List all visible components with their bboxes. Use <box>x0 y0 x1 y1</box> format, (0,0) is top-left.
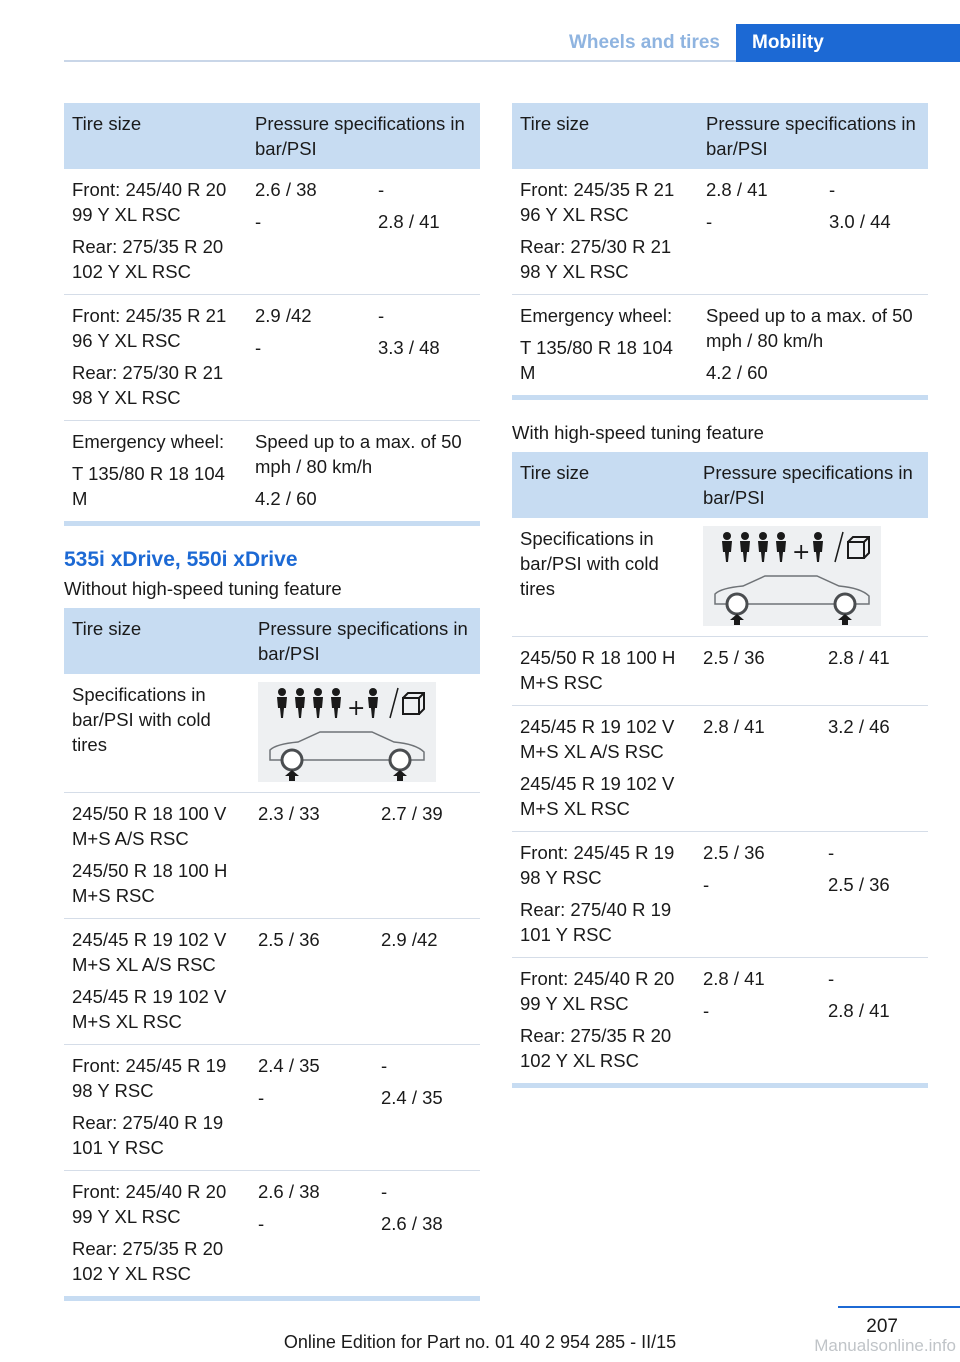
person-icon <box>722 532 732 562</box>
subsection-label: With high-speed tuning feature <box>512 422 764 443</box>
emergency-wheel-label: Emergency wheel: <box>72 431 225 452</box>
tire-size-cell <box>64 1171 250 1297</box>
pressure-value: 2.8 / 41 <box>828 1000 890 1021</box>
person-icon <box>277 688 287 718</box>
tire-size-cell <box>512 169 698 295</box>
pressure-value: - <box>703 874 710 895</box>
column-header-pressure: Pressure specifications in bar/PSI <box>695 452 928 518</box>
table-row <box>512 637 928 706</box>
pressure-cell <box>370 295 480 421</box>
column-header-pressure: Pressure specifications in bar/PSI <box>247 103 480 169</box>
table-row <box>512 169 928 295</box>
pressure-value: - <box>706 211 713 232</box>
pressure-value: 2.9 /42 <box>255 305 312 326</box>
pressure-cell <box>820 706 928 832</box>
pressure-value: 2.5 / 36 <box>258 929 320 950</box>
tire-pressure-table <box>64 103 480 521</box>
pressure-value: 4.2 / 60 <box>255 488 317 509</box>
tire-pressure-table <box>512 103 928 395</box>
pressure-cell <box>250 793 373 919</box>
rear-tire-size: Rear: 275/30 R 21 98 Y XL RSC <box>72 362 224 408</box>
table-header-row <box>512 103 928 169</box>
table-row <box>512 706 928 832</box>
table-row <box>64 1171 480 1297</box>
tire-pressure-table <box>512 452 928 1083</box>
front-tire-size: Front: 245/35 R 21 96 Y XL RSC <box>520 179 675 225</box>
emergency-tire-size: T 135/80 R 18 104 M <box>520 337 673 383</box>
pressure-cell <box>373 919 480 1045</box>
pressure-value: 2.8 / 41 <box>828 647 890 668</box>
svg-text:+: + <box>347 696 366 721</box>
pressure-cell <box>373 1045 480 1171</box>
pressure-cell <box>695 832 820 958</box>
pressure-cell <box>695 958 820 1084</box>
tire-size-cell <box>512 295 698 396</box>
pressure-value: - <box>381 1181 388 1202</box>
page-number: 207 <box>866 1316 898 1337</box>
header-section-label: Wheels and tires <box>569 32 720 53</box>
pressure-value: 2.4 / 35 <box>258 1055 320 1076</box>
tire-size: 245/45 R 19 102 V M+S XL A/S RSC <box>520 716 675 762</box>
tire-size-cell <box>512 832 695 958</box>
pressure-cell <box>373 1171 480 1297</box>
front-tire-size: Front: 245/45 R 19 98 Y RSC <box>72 1055 227 1101</box>
tire-size: 245/45 R 19 102 V M+S XL RSC <box>72 986 227 1032</box>
person-icon <box>313 688 323 718</box>
luggage-icon <box>848 537 869 558</box>
table-row <box>64 793 480 919</box>
pressure-cell <box>698 295 928 396</box>
pressure-cell <box>821 169 928 295</box>
column-header-tire-size: Tire size <box>64 103 247 169</box>
pressure-value: 3.3 / 48 <box>378 337 440 358</box>
pressure-value: 2.8 / 41 <box>703 968 765 989</box>
rear-tire-size: Rear: 275/35 R 20 102 Y XL RSC <box>72 236 224 282</box>
pressure-cell <box>695 706 820 832</box>
footer-rule <box>838 1306 960 1308</box>
table-end-rule <box>512 1083 928 1088</box>
spec-label: Specifications in bar/PSI with cold tires <box>72 684 211 755</box>
pressure-value: - <box>829 179 836 200</box>
table-row <box>512 958 928 1084</box>
tire-size-cell <box>64 1045 250 1171</box>
tire-size-cell <box>64 793 250 919</box>
tire-size: 245/45 R 19 102 V M+S XL RSC <box>520 773 675 819</box>
pressure-cell <box>373 793 480 919</box>
pressure-value: 2.4 / 35 <box>381 1087 443 1108</box>
person-icon <box>295 688 305 718</box>
table-end-rule <box>64 1296 480 1301</box>
pressure-value: 3.0 / 44 <box>829 211 891 232</box>
pressure-value: 2.6 / 38 <box>255 179 317 200</box>
table-row <box>64 674 480 793</box>
spec-label: Specifications in bar/PSI with cold tires <box>520 528 659 599</box>
tire-size: 245/50 R 18 100 H M+S RSC <box>520 647 676 693</box>
table-row <box>64 295 480 421</box>
tire-size-cell <box>512 706 695 832</box>
table-row <box>512 832 928 958</box>
tire-size: 245/50 R 18 100 H M+S RSC <box>72 860 228 906</box>
table-row <box>64 169 480 295</box>
watermark: Manualsonline.info <box>814 1336 956 1355</box>
pressure-value: 2.5 / 36 <box>703 647 765 668</box>
pressure-value: 2.5 / 36 <box>828 874 890 895</box>
tire-size: 245/50 R 18 100 V M+S A/S RSC <box>72 803 227 849</box>
front-tire-size: Front: 245/45 R 19 98 Y RSC <box>520 842 675 888</box>
pressure-value: 2.8 / 41 <box>706 179 768 200</box>
tire-pressure-table <box>64 608 480 1296</box>
pressure-cell <box>698 169 821 295</box>
column-header-tire-size: Tire size <box>512 452 695 518</box>
person-icon <box>758 532 768 562</box>
tire-size-cell <box>512 958 695 1084</box>
pressure-value: - <box>255 337 262 358</box>
pressure-cell <box>250 1171 373 1297</box>
pressure-value: - <box>381 1055 388 1076</box>
table-row <box>512 295 928 396</box>
front-tire-size: Front: 245/40 R 20 99 Y XL RSC <box>520 968 675 1014</box>
front-tire-size: Front: 245/35 R 21 96 Y XL RSC <box>72 305 227 351</box>
section-subtitle: Without high-speed tuning feature <box>64 578 342 599</box>
table-header-row <box>512 452 928 518</box>
pressure-cell <box>370 169 480 295</box>
luggage-icon <box>403 693 424 714</box>
pressure-value: 2.9 /42 <box>381 929 438 950</box>
tire-size-cell <box>64 295 247 421</box>
spec-label-cell <box>512 518 695 637</box>
load-and-vehicle-diagram-icon <box>703 526 881 626</box>
table-end-rule <box>64 521 480 526</box>
pressure-value: - <box>258 1213 265 1234</box>
pressure-value: 2.7 / 39 <box>381 803 443 824</box>
pressure-value: - <box>378 305 385 326</box>
person-icon <box>368 688 378 718</box>
table-end-rule <box>512 395 928 400</box>
load-and-vehicle-diagram-icon <box>258 682 436 782</box>
load-diagram-cell <box>695 518 928 637</box>
right-column <box>512 103 928 1088</box>
pressure-value: 2.5 / 36 <box>703 842 765 863</box>
pressure-value: 2.8 / 41 <box>378 211 440 232</box>
spec-label-cell <box>64 674 250 793</box>
rear-tire-size: Rear: 275/35 R 20 102 Y XL RSC <box>72 1238 224 1284</box>
pressure-cell <box>247 421 480 522</box>
rear-tire-size: Rear: 275/40 R 19 101 Y RSC <box>72 1112 224 1158</box>
pressure-value: 2.8 / 41 <box>703 716 765 737</box>
column-header-pressure: Pressure specifications in bar/PSI <box>250 608 480 674</box>
load-diagram-cell <box>250 674 480 793</box>
tire-size-cell <box>512 637 695 706</box>
left-column <box>64 103 480 1301</box>
tire-size-cell <box>64 421 247 522</box>
person-icon <box>740 532 750 562</box>
emergency-wheel-label: Emergency wheel: <box>520 305 673 326</box>
svg-text:+: + <box>792 540 811 565</box>
table-header-row <box>64 103 480 169</box>
pressure-cell <box>247 295 370 421</box>
pressure-value: - <box>828 842 835 863</box>
front-tire-size: Front: 245/40 R 20 99 Y XL RSC <box>72 179 227 225</box>
pressure-value: 2.3 / 33 <box>258 803 320 824</box>
tire-size-cell <box>64 919 250 1045</box>
pressure-cell <box>820 832 928 958</box>
speed-limit-note: Speed up to a max. of 50 mph / 80 km/h <box>706 305 913 351</box>
pressure-value: - <box>703 1000 710 1021</box>
person-icon <box>776 532 786 562</box>
pressure-value: 4.2 / 60 <box>706 362 768 383</box>
table-row <box>64 421 480 522</box>
pressure-value: 2.6 / 38 <box>381 1213 443 1234</box>
rear-tire-size: Rear: 275/40 R 19 101 Y RSC <box>520 899 672 945</box>
table-row <box>512 518 928 637</box>
header-chapter-tab: Mobility <box>736 24 960 62</box>
column-header-tire-size: Tire size <box>64 608 250 674</box>
pressure-value: 2.6 / 38 <box>258 1181 320 1202</box>
table-row <box>64 1045 480 1171</box>
emergency-tire-size: T 135/80 R 18 104 M <box>72 463 225 509</box>
pressure-value: - <box>828 968 835 989</box>
pressure-value: - <box>255 211 262 232</box>
pressure-cell <box>820 637 928 706</box>
pressure-value: - <box>378 179 385 200</box>
table-header-row <box>64 608 480 674</box>
pressure-cell <box>247 169 370 295</box>
pressure-cell <box>695 637 820 706</box>
pressure-cell <box>250 1045 373 1171</box>
tire-size: 245/45 R 19 102 V M+S XL A/S RSC <box>72 929 227 975</box>
front-tire-size: Front: 245/40 R 20 99 Y XL RSC <box>72 1181 227 1227</box>
person-icon <box>813 532 823 562</box>
pressure-value: 3.2 / 46 <box>828 716 890 737</box>
rear-tire-size: Rear: 275/35 R 20 102 Y XL RSC <box>520 1025 672 1071</box>
tire-size-cell <box>64 169 247 295</box>
pressure-cell <box>820 958 928 1084</box>
edition-note: Online Edition for Part no. 01 40 2 954 285 - II/15 <box>283 1332 677 1352</box>
column-header-pressure: Pressure specifications in bar/PSI <box>698 103 928 169</box>
column-header-tire-size: Tire size <box>512 103 698 169</box>
speed-limit-note: Speed up to a max. of 50 mph / 80 km/h <box>255 431 462 477</box>
pressure-value: - <box>258 1087 265 1108</box>
table-row <box>64 919 480 1045</box>
person-icon <box>331 688 341 718</box>
section-title: 535i xDrive, 550i xDrive <box>64 548 298 571</box>
rear-tire-size: Rear: 275/30 R 21 98 Y XL RSC <box>520 236 672 282</box>
pressure-cell <box>250 919 373 1045</box>
